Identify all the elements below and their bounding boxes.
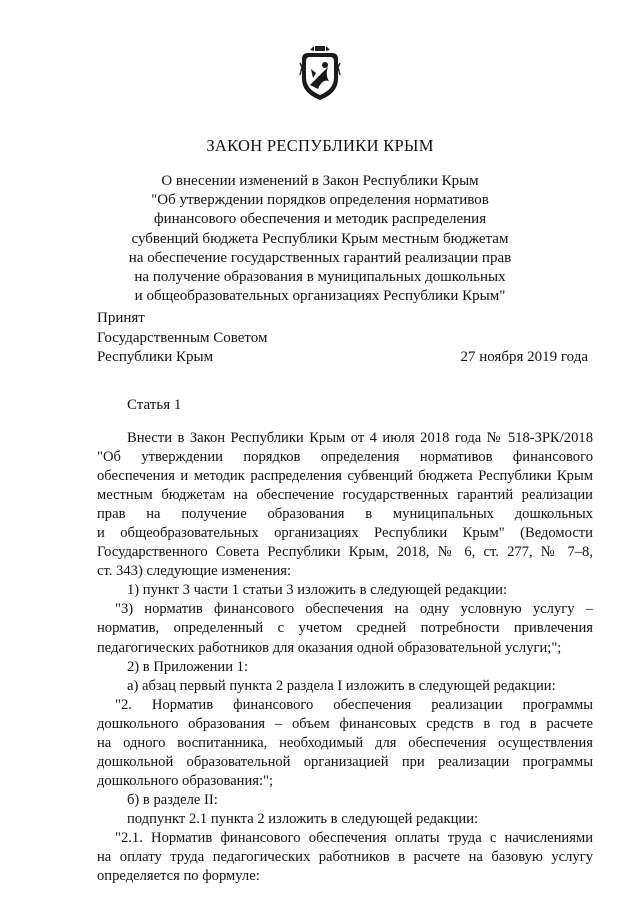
subtitle-line: на получение образования в муниципальных дошкольных xyxy=(134,269,506,286)
body-line: 1) пункт 3 части 1 статьи 3 изложить в следующей редакции: xyxy=(127,582,508,599)
subtitle-line: "Об утверждении порядков определения нормативов xyxy=(151,192,489,209)
body-line: норматив, определенный с учетом средней потребности привлечения xyxy=(97,620,593,637)
body-line: б) в разделе II: xyxy=(127,791,218,808)
accepted-block xyxy=(97,309,268,368)
body-line: "3) норматив финансового обеспечения на одну условную услугу – xyxy=(115,601,593,618)
accepted-line: Республики Крым xyxy=(97,349,214,365)
body-line: Внести в Закон Республики Крым от 4 июля 2018 года № 518-ЗРК/2018 xyxy=(127,430,593,446)
body-line: педагогических работников для оказания одной образовательной услуги;"; xyxy=(97,639,562,656)
body-line: дошкольного образования – объем финансовых средств в год в расчете xyxy=(97,715,593,732)
body-line: и общеобразовательных организациях Республики Крым" (Ведомости xyxy=(97,525,593,542)
document-subtitle xyxy=(100,172,540,306)
subtitle-line: на обеспечение государственных гарантий реализации прав xyxy=(128,249,512,266)
crimea-coat-of-arms-icon xyxy=(298,45,342,101)
subtitle-line: финансового обеспечения и методик распределения xyxy=(153,211,487,228)
body-line: "2. Норматив финансового обеспечения реализации программы xyxy=(115,696,593,713)
body-line: на оплату труда педагогических работников в расчете на базовую услугу xyxy=(97,849,593,866)
body-line: Государственного Совета Республики Крым, 2018, № 6, ст. 277, № 7–8, xyxy=(97,544,593,561)
body-line: "2.1. Норматив финансового обеспечения оплаты труда с начислениями xyxy=(115,829,593,846)
body-line: дошкольного образования:"; xyxy=(97,772,274,789)
accepted-line: Принят xyxy=(97,310,145,326)
body-line: "Об утверждении порядков определения нормативов финансового xyxy=(97,449,593,466)
body-line: обеспечения и методик распределения субвенций бюджета Республики Крым xyxy=(97,468,593,485)
body-line: определяется по формуле: xyxy=(97,868,260,885)
body-line: а) абзац первый пункта 2 раздела I изложить в следующей редакции: xyxy=(127,677,556,694)
body-line: прав на получение образования в муниципальных дошкольных xyxy=(97,506,593,523)
body-line: ст. 343) следующие изменения: xyxy=(97,563,292,580)
article-body xyxy=(97,429,593,886)
accepted-date: 27 ноября 2019 года xyxy=(460,349,588,365)
document-title: ЗАКОН РЕСПУБЛИКИ КРЫМ xyxy=(206,136,434,155)
accepted-line: Государственным Советом xyxy=(97,329,268,346)
body-line: 2) в Приложении 1: xyxy=(127,658,249,675)
body-line: местным бюджетам на обеспечение государственных гарантий реализации xyxy=(97,487,593,504)
subtitle-line: О внесении изменений в Закон Республики Крым xyxy=(161,173,479,189)
body-line: на одного воспитанника, необходимый для обеспечения осуществления xyxy=(97,734,593,751)
body-line: подпункт 2.1 пункта 2 изложить в следующей редакции: xyxy=(127,810,479,827)
body-line: дошкольной образовательной организацией при реализации программы xyxy=(97,753,593,770)
subtitle-line: субвенций бюджета Республики Крым местным бюджетам xyxy=(131,230,509,247)
article-heading: Статья 1 xyxy=(127,397,182,413)
subtitle-line: и общеобразовательных организациях Республики Крым" xyxy=(134,288,506,305)
